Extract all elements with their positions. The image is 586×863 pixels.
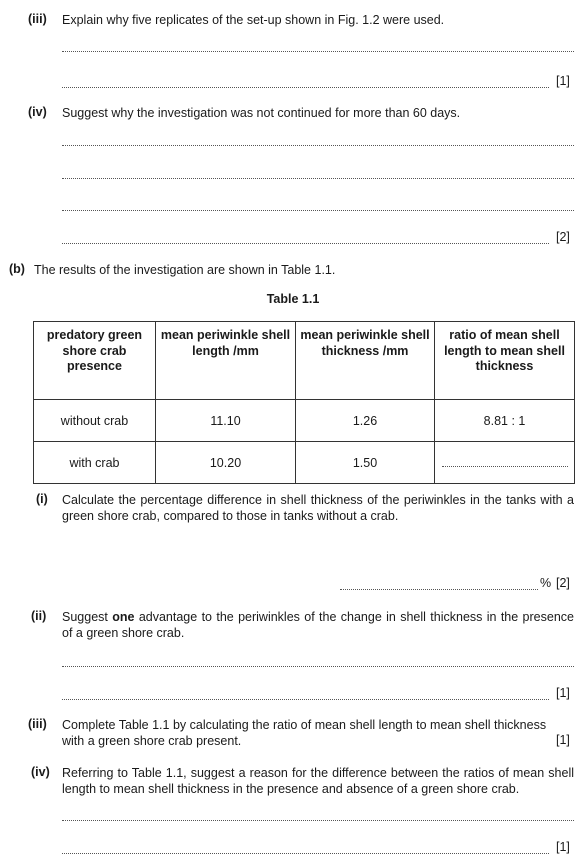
- question-number: (iii): [28, 12, 47, 26]
- answer-line[interactable]: [442, 456, 568, 467]
- question-text-part: advantage to the periwinkles of the change in shell thickness in the presence of a green shore crab.: [62, 610, 574, 640]
- marks-label: [2]: [556, 576, 570, 590]
- table-header: predatory green shore crab presence: [34, 322, 156, 400]
- table-cell: 8.81 : 1: [435, 400, 575, 442]
- table-cell: without crab: [34, 400, 156, 442]
- question-text: Suggest why the investigation was not continued for more than 60 days.: [62, 106, 461, 120]
- emphasis-word: one: [112, 610, 135, 624]
- marks-label: [2]: [556, 230, 570, 244]
- part-number: (b): [9, 262, 25, 276]
- table-header: mean periwinkle shell thickness /mm: [296, 322, 435, 400]
- answer-line[interactable]: [62, 178, 574, 179]
- question-text: Referring to Table 1.1, suggest a reason for the difference between the ratios of mean shell length to mean shell thickness in the presence and absence of a green shore crab.: [62, 766, 574, 796]
- ratio-answer-cell[interactable]: [435, 442, 575, 484]
- table-header: ratio of mean shell length to mean shell thickness: [435, 322, 575, 400]
- table-row: [34, 400, 575, 442]
- answer-line[interactable]: [62, 87, 549, 88]
- marks-label: [1]: [556, 74, 570, 88]
- question-number: (i): [36, 492, 48, 506]
- table-cell: 11.10: [156, 400, 296, 442]
- table-header: mean periwinkle shell length /mm: [156, 322, 296, 400]
- question-number: (iv): [31, 765, 50, 779]
- table-header-row: [34, 322, 575, 400]
- answer-line[interactable]: [62, 243, 549, 244]
- answer-line[interactable]: [62, 666, 574, 667]
- table-caption: Table 1.1: [266, 292, 320, 306]
- table-cell: 1.26: [296, 400, 435, 442]
- table-cell: with crab: [34, 442, 156, 484]
- question-number: (ii): [31, 609, 47, 623]
- answer-line[interactable]: [62, 699, 549, 700]
- answer-line[interactable]: [340, 589, 538, 590]
- marks-label: [1]: [556, 840, 570, 854]
- unit-label: %: [540, 576, 552, 590]
- answer-line[interactable]: [62, 210, 574, 211]
- question-number: (iii): [28, 717, 47, 731]
- question-number: (iv): [28, 105, 47, 119]
- question-text-part: Suggest: [62, 610, 108, 624]
- question-text: Explain why five replicates of the set-up shown in Fig. 1.2 were used.: [62, 13, 445, 27]
- question-text: Complete Table 1.1 by calculating the ratio of mean shell length to mean shell thickness with a green shore crab present.: [62, 718, 547, 748]
- table-row: [34, 442, 575, 484]
- marks-label: [1]: [556, 686, 570, 700]
- answer-line[interactable]: [62, 820, 574, 821]
- results-table: [33, 321, 575, 484]
- question-text: Calculate the percentage difference in shell thickness of the periwinkles in the tanks with a green shore crab, compared to those in tanks without a crab.: [62, 493, 574, 523]
- answer-line[interactable]: [62, 51, 574, 52]
- answer-line[interactable]: [62, 853, 549, 854]
- table-cell: 1.50: [296, 442, 435, 484]
- part-text: The results of the investigation are shown in Table 1.1.: [34, 263, 336, 277]
- table-cell: 10.20: [156, 442, 296, 484]
- answer-line[interactable]: [62, 145, 574, 146]
- marks-label: [1]: [556, 733, 570, 747]
- question-text: [62, 609, 574, 641]
